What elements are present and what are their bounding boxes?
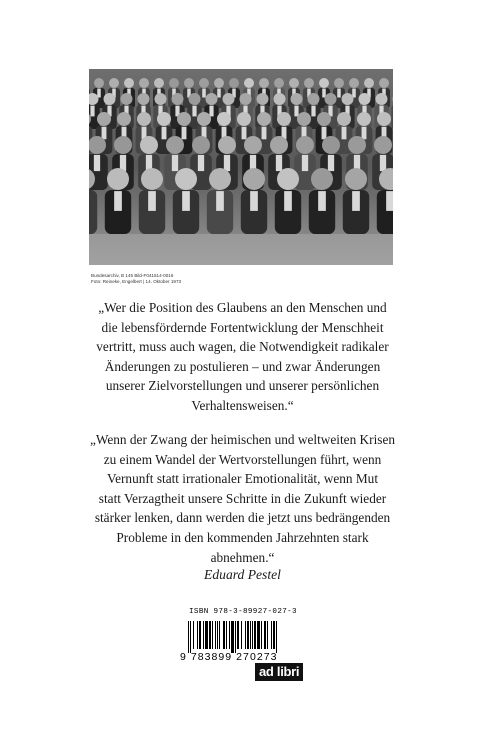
audience-figure-head — [345, 168, 367, 190]
barcode-bar — [241, 621, 242, 649]
audience-figure-head — [166, 136, 184, 154]
barcode-bar — [193, 621, 194, 649]
barcode-bar — [257, 621, 260, 649]
barcode-bar — [188, 621, 189, 653]
audience-figure-shirt — [172, 155, 178, 171]
barcode-bar — [197, 621, 198, 649]
ean-barcode — [188, 621, 300, 653]
audience-figure-head — [104, 93, 116, 105]
barcode-bar — [190, 621, 191, 653]
audience-figure-head — [270, 136, 288, 154]
audience-figure-head — [349, 78, 359, 88]
audience-figure-head — [141, 168, 163, 190]
audience-figure-head — [364, 78, 374, 88]
barcode-bar — [235, 621, 236, 653]
audience-figure-head — [117, 112, 131, 126]
audience-figure-head — [223, 93, 235, 105]
audience-figure-shirt — [380, 155, 386, 171]
audience-figure-shirt — [362, 127, 367, 140]
audience-figure-shirt — [284, 191, 292, 211]
audience-figure-shirt — [114, 191, 122, 211]
audience-figure-shirt — [352, 191, 360, 211]
quote-1-line: unserer Zielvorstellungen und unserer persönlichen — [105, 378, 380, 394]
audience-figure-head — [325, 93, 337, 105]
audience-figure-shirt — [94, 155, 100, 171]
audience-figure-head — [259, 78, 269, 88]
audience-figure-head — [192, 136, 210, 154]
audience-photo-illustration — [89, 69, 393, 265]
barcode-bar — [231, 621, 234, 653]
audience-figure-head — [244, 136, 262, 154]
audience-figure-shirt — [202, 89, 206, 98]
audience-figure-head — [138, 93, 150, 105]
barcode-bar — [276, 621, 277, 653]
audience-figure-head — [206, 93, 218, 105]
ean-digits: 9 783899 270273 — [180, 651, 278, 663]
isbn-label: ISBN 978-3-89927-027-3 — [189, 608, 297, 616]
audience-figure-head — [109, 78, 119, 88]
audience-figure-head — [217, 112, 231, 126]
audience-figure-head — [140, 136, 158, 154]
barcode-bar — [250, 621, 251, 649]
audience-figure-shirt — [182, 191, 190, 211]
barcode-bar — [212, 621, 213, 649]
audience-figure-head — [124, 78, 134, 88]
quote-1-line: vertritt, muss auch wagen, die Notwendigkeit radikaler — [96, 339, 389, 355]
barcode-bar — [223, 621, 225, 649]
audience-figure-head — [319, 78, 329, 88]
audience-figure-head — [257, 93, 269, 105]
audience-figure-head — [184, 78, 194, 88]
audience-figure-shirt — [182, 127, 187, 140]
audience-figure-head — [189, 93, 201, 105]
audience-figure-head — [374, 136, 392, 154]
audience-figure-head — [121, 93, 133, 105]
audience-figure-shirt — [294, 106, 298, 117]
barcode-bar — [203, 621, 204, 649]
audience-figure-shirt — [262, 127, 267, 140]
barcode-bar — [245, 621, 246, 649]
audience-figure-head — [348, 136, 366, 154]
barcode-bar — [215, 621, 216, 649]
audience-figure-head — [155, 93, 167, 105]
audience-figure-head — [197, 112, 211, 126]
audience-figure-shirt — [328, 155, 334, 171]
barcode-bar — [199, 621, 201, 649]
audience-figure-shirt — [302, 155, 308, 171]
audience-figure-head — [359, 93, 371, 105]
audience-figure-shirt — [198, 155, 204, 171]
audience-figure-shirt — [148, 191, 156, 211]
audience-figure-shirt — [318, 191, 326, 211]
audience-figure-shirt — [192, 106, 196, 117]
audience-figure-shirt — [216, 191, 224, 211]
barcode-bar — [273, 621, 275, 649]
audience-figure-shirt — [90, 106, 94, 117]
quote-2-line: zu einem Wandel der Wertvorstellungen führt, wenn — [103, 451, 382, 467]
audience-figure-shirt — [276, 155, 282, 171]
photo-credit-line-2: Foto: Reineke, Engelbert | 14. Oktober 1973 — [91, 279, 182, 284]
audience-figure-head — [177, 112, 191, 126]
audience-figure-head — [317, 112, 331, 126]
audience-figure-head — [243, 168, 265, 190]
barcode-bar — [247, 621, 249, 649]
audience-figure-shirt — [322, 127, 327, 140]
quote-2 — [70, 430, 415, 567]
audience-figure-shirt — [217, 89, 221, 98]
quote-2-line: Vernunft statt irrationaler Emotionalität, wenn Mut — [106, 471, 379, 487]
barcode-bar — [217, 621, 218, 649]
audience-figure-head — [277, 112, 291, 126]
audience-figure-shirt — [250, 191, 258, 211]
barcode-bar — [237, 621, 239, 649]
audience-figure-head — [237, 112, 251, 126]
audience-figure-head — [291, 93, 303, 105]
barcode-bar — [264, 621, 266, 649]
barcode-bar — [229, 621, 230, 649]
audience-figure-shirt — [242, 127, 247, 140]
barcode-bar — [205, 621, 208, 649]
photo-credit — [91, 273, 291, 285]
barcode-bar — [254, 621, 256, 649]
audience-figure-head — [169, 78, 179, 88]
cover-photo-audience — [89, 69, 393, 265]
photo-credit-line-1: Bundesarchiv, B 145 Bild-F041514-0016 — [91, 273, 174, 278]
audience-figure-head — [107, 168, 129, 190]
audience-figure-body — [89, 190, 97, 234]
audience-figure-body — [391, 105, 393, 129]
barcode-bar — [252, 621, 253, 649]
quote-1 — [70, 298, 415, 416]
audience-figure-head — [97, 112, 111, 126]
audience-figure-shirt — [337, 89, 341, 98]
audience-figure-head — [218, 136, 236, 154]
audience-figure-head — [308, 93, 320, 105]
audience-figure-head — [214, 78, 224, 88]
quote-1-line: „Wer die Position des Glaubens an den Menschen und — [98, 300, 387, 315]
audience-figure-head — [257, 112, 271, 126]
audience-figure-shirt — [224, 155, 230, 171]
audience-figure-head — [157, 112, 171, 126]
barcode-bar — [271, 621, 272, 649]
audience-figure-head — [357, 112, 371, 126]
audience-figure-head — [244, 78, 254, 88]
quote-1-line: Verhaltensweisen.“ — [191, 397, 294, 413]
quote-1-line: die lebensfördernde Fortentwicklung der Menschheit — [101, 319, 384, 335]
quote-2-line: statt Verzagtheit unsere Schritte in die Zukunft wieder — [98, 490, 387, 506]
quote-2-line: Probleme in den kommenden Jahrzehnten stark — [116, 529, 369, 545]
quote-2-line: abnehmen.“ — [210, 549, 275, 565]
audience-figure-shirt — [162, 127, 167, 140]
quote-1-line: Änderungen zu postulieren – und zwar Änderungen — [104, 358, 381, 374]
audience-figure-shirt — [102, 127, 107, 140]
audience-figure-head — [229, 78, 239, 88]
audience-figure-head — [289, 78, 299, 88]
audience-figure-head — [175, 168, 197, 190]
audience-figure-head — [199, 78, 209, 88]
audience-figure-head — [277, 168, 299, 190]
audience-figure-shirt — [342, 127, 347, 140]
audience-figure-head — [94, 78, 104, 88]
audience-figure-head — [322, 136, 340, 154]
quote-author: Eduard Pestel — [204, 567, 281, 582]
barcode-bar — [226, 621, 227, 649]
audience-figure-head — [337, 112, 351, 126]
barcode-bar — [261, 621, 262, 649]
audience-figure-head — [114, 136, 132, 154]
barcode-bar — [209, 621, 211, 649]
audience-figure-shirt — [311, 106, 315, 117]
audience-figure-shirt — [209, 106, 213, 117]
audience-figure-head — [139, 78, 149, 88]
barcode-bar — [219, 621, 220, 649]
audience-figure-head — [311, 168, 333, 190]
barcode-bar — [267, 621, 268, 649]
audience-figure-head — [342, 93, 354, 105]
audience-figure-head — [172, 93, 184, 105]
audience-figure-head — [296, 136, 314, 154]
audience-figure-head — [297, 112, 311, 126]
audience-figure-shirt — [386, 191, 393, 211]
quote-2-line: stärker lenken, dann werden die jetzt uns bedrängenden — [94, 510, 391, 526]
audience-figure-head — [154, 78, 164, 88]
audience-figure-head — [334, 78, 344, 88]
audience-figure-head — [274, 78, 284, 88]
audience-figure-head — [376, 93, 388, 105]
audience-figure-head — [304, 78, 314, 88]
publisher-logo: ad libri — [255, 663, 303, 681]
audience-figure-head — [379, 78, 389, 88]
quote-2-line: „Wenn der Zwang der heimischen und weltweiten Krisen — [89, 432, 396, 447]
photo-floor — [89, 234, 393, 265]
audience-figure-head — [240, 93, 252, 105]
audience-figure-head — [209, 168, 231, 190]
audience-figure-head — [137, 112, 151, 126]
audience-figure-head — [274, 93, 286, 105]
audience-figure-head — [377, 112, 391, 126]
